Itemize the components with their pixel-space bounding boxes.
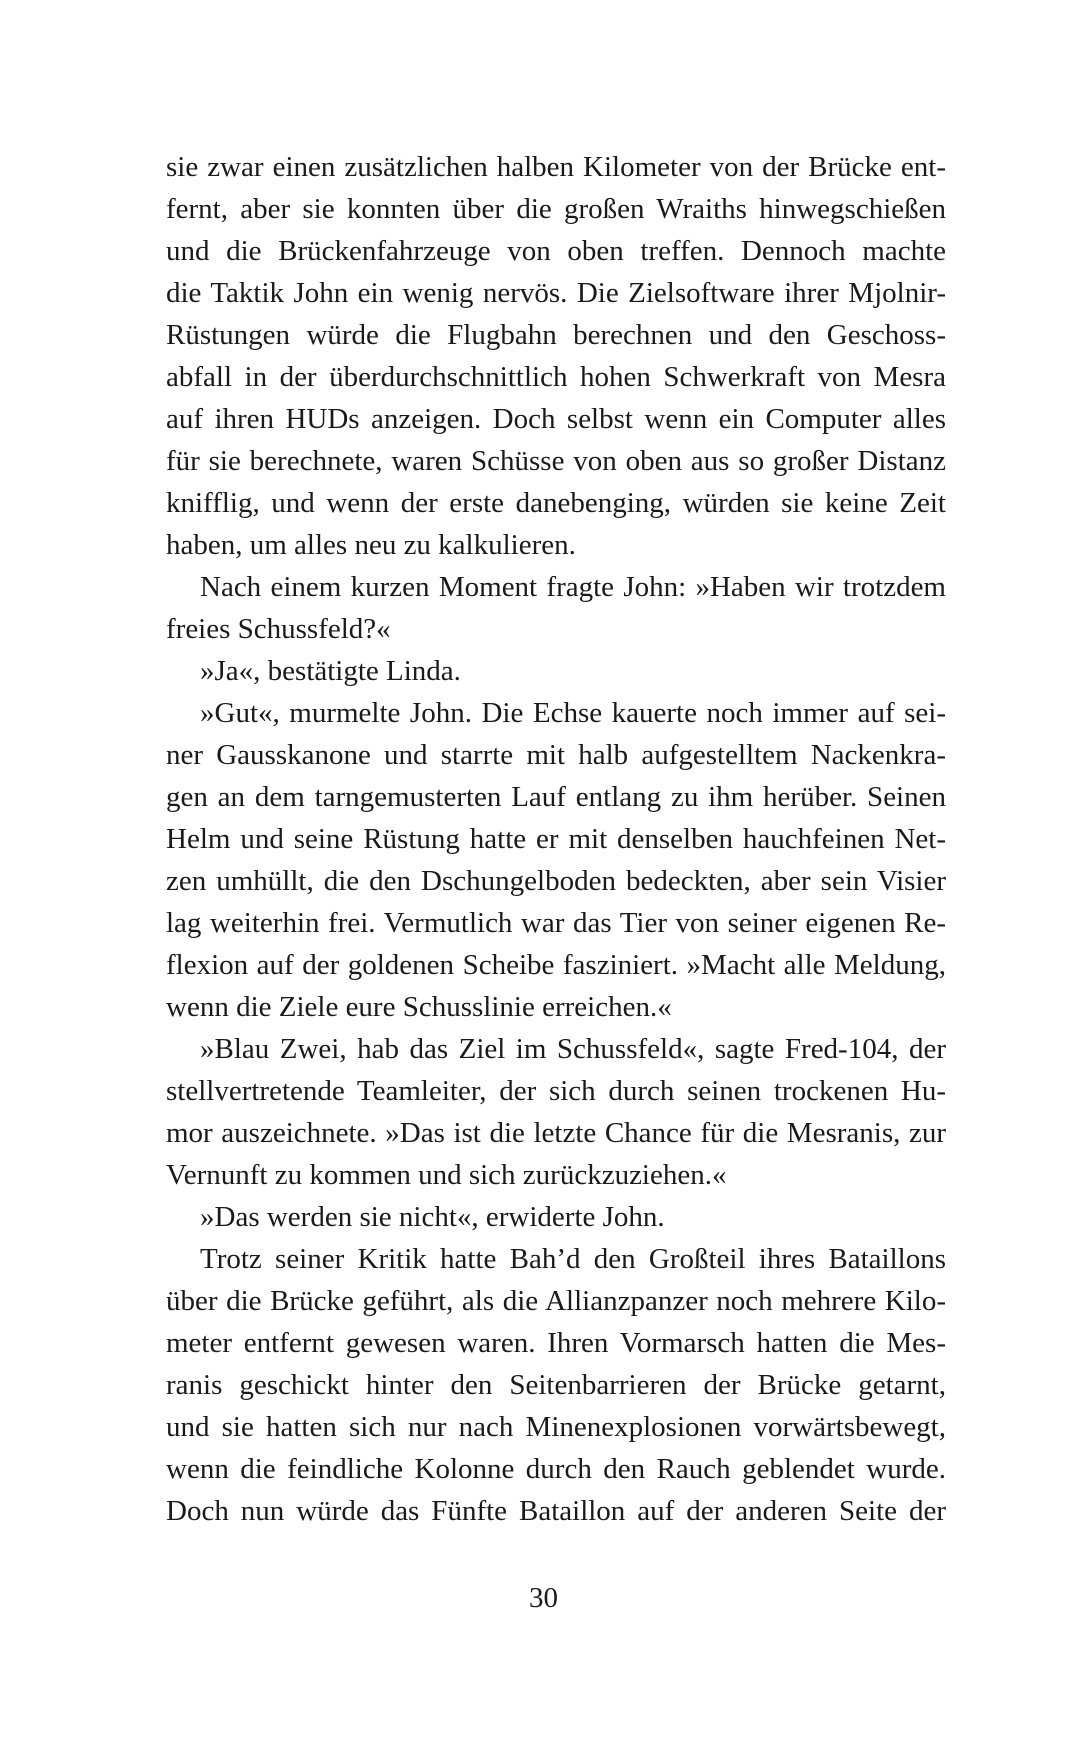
text-line: die Taktik John ein wenig nervös. Die Zielsoftware ihrer Mjolnir- <box>166 277 946 309</box>
text-line: und sie hatten sich nur nach Minenexplosionen vorwärtsbewegt, <box>166 1411 946 1443</box>
text-line: »Ja«, bestätigte Linda. <box>200 655 461 687</box>
text-line: Rüstungen würde die Flugbahn berechnen und den Geschoss- <box>166 319 946 351</box>
page-number: 30 <box>529 1582 558 1614</box>
text-line: »Gut«, murmelte John. Die Echse kauerte noch immer auf sei- <box>200 697 946 729</box>
text-line: »Blau Zwei, hab das Ziel im Schussfeld«, sagte Fred-104, der <box>200 1033 946 1065</box>
text-line: abfall in der überdurchschnittlich hohen Schwerkraft von Mesra <box>166 361 946 393</box>
text-line: Trotz seiner Kritik hatte Bah’d den Großteil ihres Bataillons <box>200 1243 946 1275</box>
text-line: haben, um alles neu zu kalkulieren. <box>166 529 576 561</box>
text-line: Doch nun würde das Fünfte Bataillon auf der anderen Seite der <box>166 1495 946 1527</box>
text-line: mor auszeichnete. »Das ist die letzte Chance für die Mesranis, zur <box>166 1117 946 1149</box>
text-line: »Das werden sie nicht«, erwiderte John. <box>200 1201 665 1233</box>
text-line: und die Brückenfahrzeuge von oben treffen. Dennoch machte <box>166 235 946 267</box>
body-text <box>166 146 946 1532</box>
text-line: freies Schussfeld?« <box>166 613 391 645</box>
text-line: ner Gausskanone und starrte mit halb aufgestelltem Nackenkra- <box>166 739 946 771</box>
text-line: auf ihren HUDs anzeigen. Doch selbst wenn ein Computer alles <box>166 403 946 435</box>
text-line: lag weiterhin frei. Vermutlich war das Tier von seiner eigenen Re- <box>166 907 946 939</box>
text-line: Helm und seine Rüstung hatte er mit denselben hauchfeinen Net- <box>166 823 946 855</box>
text-line: Vernunft zu kommen und sich zurückzuziehen.« <box>166 1159 727 1191</box>
text-line: gen an dem tarngemusterten Lauf entlang zu ihm herüber. Seinen <box>166 781 946 813</box>
text-line: ranis geschickt hinter den Seitenbarrieren der Brücke getarnt, <box>166 1369 946 1401</box>
text-line: knifflig, und wenn der erste danebenging, würden sie keine Zeit <box>166 487 946 519</box>
text-line: sie zwar einen zusätzlichen halben Kilometer von der Brücke ent- <box>166 151 946 183</box>
text-line: über die Brücke geführt, als die Allianzpanzer noch mehrere Kilo- <box>166 1285 946 1317</box>
text-line: meter entfernt gewesen waren. Ihren Vormarsch hatten die Mes- <box>166 1327 946 1359</box>
text-line: fernt, aber sie konnten über die großen Wraiths hinwegschießen <box>166 193 946 225</box>
text-line: für sie berechnete, waren Schüsse von oben aus so großer Distanz <box>166 445 946 477</box>
text-line: wenn die feindliche Kolonne durch den Rauch geblendet wurde. <box>166 1453 946 1485</box>
text-line: wenn die Ziele eure Schusslinie erreichen.« <box>166 991 672 1023</box>
text-line: stellvertretende Teamleiter, der sich durch seinen trockenen Hu- <box>166 1075 946 1107</box>
text-line: zen umhüllt, die den Dschungelboden bedeckten, aber sein Visier <box>166 865 946 897</box>
text-line: Nach einem kurzen Moment fragte John: »Haben wir trotzdem <box>200 571 946 603</box>
text-line: flexion auf der goldenen Scheibe fasziniert. »Macht alle Meldung, <box>166 949 946 981</box>
